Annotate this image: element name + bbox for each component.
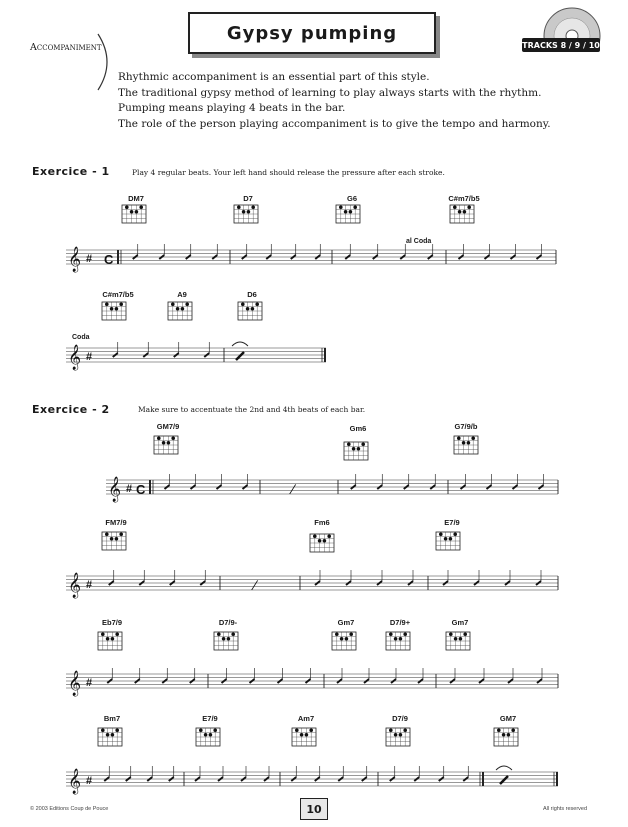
finger-dot xyxy=(130,210,134,214)
chord-name: C#m7/b5 xyxy=(448,194,480,203)
finger-dot xyxy=(389,728,393,732)
chord-name: E7/9 xyxy=(444,518,460,527)
finger-dot xyxy=(339,205,343,209)
finger-dot xyxy=(110,537,114,541)
repeat-bar-sign: ∕ xyxy=(254,577,257,593)
finger-dot xyxy=(115,728,119,732)
chord-name: Fm6 xyxy=(314,518,330,527)
chord-name: Gm7 xyxy=(451,618,469,627)
finger-dot xyxy=(115,537,119,541)
finger-dot xyxy=(353,205,357,209)
intro-line: The role of the person playing accompaniment is to give the tempo and harmony. xyxy=(118,117,551,130)
finger-dot xyxy=(389,632,393,636)
finger-dot xyxy=(463,210,467,214)
treble-clef: 𝄞 xyxy=(68,246,82,271)
exercise-2-description: Make sure to accentuate the 2nd and 4th beats of each bar. xyxy=(138,405,366,414)
intro-line: The traditional gypsy method of learning to play always starts with the rhythm. xyxy=(118,86,542,99)
finger-dot xyxy=(167,441,171,445)
finger-dot xyxy=(185,302,189,306)
chord-name: GM7/9 xyxy=(156,422,180,431)
finger-dot xyxy=(318,539,322,543)
finger-dot xyxy=(361,442,365,446)
finger-dot xyxy=(176,307,180,311)
exercise-1-title: Exercice - 1 xyxy=(32,165,110,178)
finger-dot xyxy=(115,307,119,311)
finger-dot xyxy=(403,632,407,636)
finger-dot xyxy=(349,632,353,636)
finger-dot xyxy=(231,632,235,636)
finger-dot xyxy=(242,210,246,214)
chord-name: A9 xyxy=(177,290,187,299)
finger-dot xyxy=(251,307,255,311)
chord-name: E7/9 xyxy=(202,714,218,723)
intro-line: Pumping means playing 4 beats in the bar. xyxy=(118,102,346,114)
finger-dot xyxy=(449,632,453,636)
finger-dot xyxy=(171,436,175,440)
finger-dot xyxy=(502,733,506,737)
exercise-1-description: Play 4 regular beats. Your left hand should release the pressure after each stroke. xyxy=(132,168,445,177)
finger-dot xyxy=(157,436,161,440)
finger-dot xyxy=(111,733,115,737)
finger-dot xyxy=(237,205,241,209)
finger-dot xyxy=(453,205,457,209)
finger-dot xyxy=(357,447,361,451)
finger-dot xyxy=(399,637,403,641)
finger-dot xyxy=(497,728,501,732)
finger-dot xyxy=(171,302,175,306)
finger-dot xyxy=(327,534,331,538)
finger-dot xyxy=(459,637,463,641)
finger-dot xyxy=(467,205,471,209)
finger-dot xyxy=(246,307,250,311)
finger-dot xyxy=(403,728,407,732)
finger-dot xyxy=(139,205,143,209)
page-number: 10 xyxy=(300,798,328,820)
finger-dot xyxy=(352,447,356,451)
finger-dot xyxy=(449,537,453,541)
finger-dot xyxy=(507,733,511,737)
finger-dot xyxy=(344,210,348,214)
finger-dot xyxy=(454,637,458,641)
treble-clef: 𝄞 xyxy=(68,572,82,597)
finger-dot xyxy=(458,210,462,214)
rights-notice: All rights reserved xyxy=(543,806,588,812)
key-signature: # xyxy=(86,677,93,689)
time-signature: C xyxy=(136,482,146,497)
chord-name: Bm7 xyxy=(103,714,121,723)
finger-dot xyxy=(439,532,443,536)
key-signature: # xyxy=(126,483,133,495)
finger-dot xyxy=(335,632,339,636)
finger-dot xyxy=(110,307,114,311)
finger-dot xyxy=(209,733,213,737)
chord-name: Gm7 xyxy=(337,618,355,627)
finger-dot xyxy=(241,302,245,306)
finger-dot xyxy=(349,210,353,214)
finger-dot xyxy=(217,632,221,636)
finger-dot xyxy=(453,532,457,536)
chord-name: D7/9- xyxy=(218,618,238,627)
finger-dot xyxy=(125,205,129,209)
chord-name: Eb7/9 xyxy=(101,618,122,627)
chord-name: DM7 xyxy=(128,194,144,203)
finger-dot xyxy=(295,728,299,732)
finger-dot xyxy=(213,728,217,732)
finger-dot xyxy=(305,733,309,737)
chord-name: D6 xyxy=(247,290,257,299)
finger-dot xyxy=(247,210,251,214)
finger-dot xyxy=(255,302,259,306)
al-coda-label: al Coda xyxy=(406,238,432,245)
track-badge: TRACKS 8 / 9 / 10 xyxy=(522,38,600,52)
chord-name: GM7 xyxy=(499,714,517,723)
chord-name: D7/9+ xyxy=(389,618,411,627)
key-signature: # xyxy=(86,351,93,363)
chord-name: G6 xyxy=(346,194,357,203)
finger-dot xyxy=(222,637,226,641)
exercise-2-title: Exercice - 2 xyxy=(32,403,110,416)
finger-dot xyxy=(101,632,105,636)
finger-dot xyxy=(227,637,231,641)
finger-dot xyxy=(511,728,515,732)
finger-dot xyxy=(457,436,461,440)
finger-dot xyxy=(345,637,349,641)
key-signature: # xyxy=(86,253,93,265)
finger-dot xyxy=(323,539,327,543)
finger-dot xyxy=(347,442,351,446)
page-title: Gypsy pumping xyxy=(188,12,436,54)
finger-dot xyxy=(340,637,344,641)
finger-dot xyxy=(105,532,109,536)
finger-dot xyxy=(115,632,119,636)
treble-clef: 𝄞 xyxy=(108,476,122,501)
finger-dot xyxy=(101,728,105,732)
chord-name: Gm6 xyxy=(349,424,367,433)
finger-dot xyxy=(111,637,115,641)
finger-dot xyxy=(313,534,317,538)
chord-name: Am7 xyxy=(297,714,315,723)
finger-dot xyxy=(444,537,448,541)
finger-dot xyxy=(162,441,166,445)
time-signature: C xyxy=(104,252,114,267)
finger-dot xyxy=(119,302,123,306)
finger-dot xyxy=(467,441,471,445)
finger-dot xyxy=(199,728,203,732)
treble-clef: 𝄞 xyxy=(68,768,82,793)
finger-dot xyxy=(251,205,255,209)
finger-dot xyxy=(135,210,139,214)
treble-clef: 𝄞 xyxy=(68,670,82,695)
finger-dot xyxy=(105,302,109,306)
finger-dot xyxy=(471,436,475,440)
treble-clef: 𝄞 xyxy=(68,344,82,369)
finger-dot xyxy=(394,637,398,641)
finger-dot xyxy=(399,733,403,737)
finger-dot xyxy=(309,728,313,732)
key-signature: # xyxy=(86,775,93,787)
coda-label: Coda xyxy=(72,334,90,341)
intro-line: Rhythmic accompaniment is an essential part of this style. xyxy=(118,71,430,83)
chord-name: D7/9 xyxy=(392,714,408,723)
repeat-bar-sign: ∕ xyxy=(292,481,295,497)
chord-name: D7 xyxy=(243,194,253,203)
key-signature: # xyxy=(86,579,93,591)
section-label: Accompaniment xyxy=(30,42,102,53)
chord-name: C#m7/b5 xyxy=(102,290,134,299)
chord-name: FM7/9 xyxy=(105,518,127,527)
finger-dot xyxy=(106,733,110,737)
fermata xyxy=(232,342,248,346)
finger-dot xyxy=(300,733,304,737)
finger-dot xyxy=(394,733,398,737)
fermata xyxy=(496,766,512,770)
finger-dot xyxy=(463,632,467,636)
finger-dot xyxy=(462,441,466,445)
finger-dot xyxy=(204,733,208,737)
copyright-notice: © 2003 Editions Coup de Pouce xyxy=(30,806,109,812)
finger-dot xyxy=(119,532,123,536)
chord-name: G7/9/b xyxy=(454,422,478,431)
finger-dot xyxy=(106,637,110,641)
finger-dot xyxy=(181,307,185,311)
